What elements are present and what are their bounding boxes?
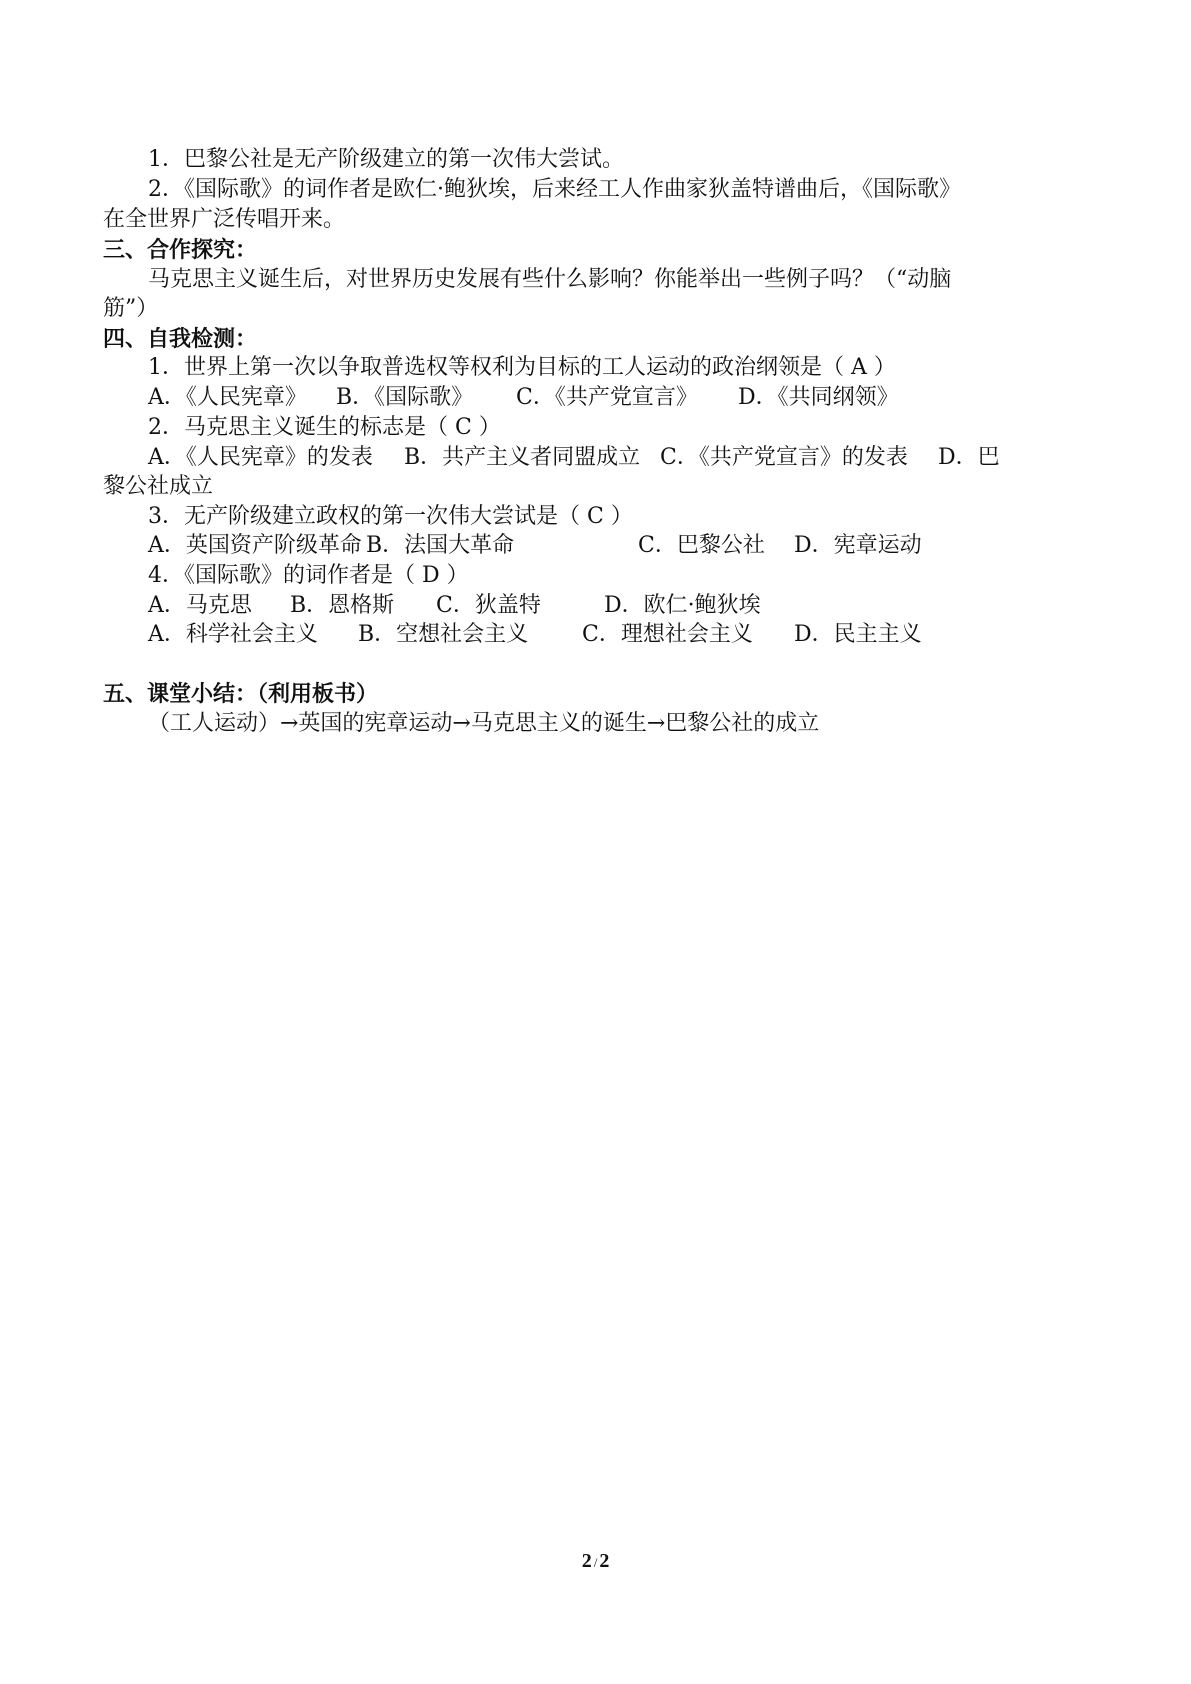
question-4-option-b: B．恩格斯 [290,593,395,618]
discussion-question-line-1: 马克思主义诞生后，对世界历史发展有些什么影响？你能举出一些例子吗？（“动脑 [148,267,952,292]
question-1-option-d: D．《共同纲领》 [738,385,899,410]
question-5-option-d: D．民主主义 [794,622,922,647]
fact-2-line-1: 2．《国际歌》的词作者是欧仁·鲍狄埃，后来经工人作曲家狄盖特谱曲后，《国际歌》 [148,177,961,202]
question-3-option-d: D．宪章运动 [794,533,922,558]
section-five-heading: 五、课堂小结：（利用板书） [103,681,379,707]
question-5-option-b: B．空想社会主义 [358,622,529,647]
page-number [0,1550,1191,1573]
question-1: 1．世界上第一次以争取普选权等权利为目标的工人运动的政治纲领是（ A ） [148,355,896,380]
question-2-option-c: C．《共产党宣言》的发表 [660,445,908,470]
question-3-option-a: A．英国资产阶级革命 [148,533,362,558]
total-pages-number: 2 [599,1550,610,1572]
question-4: 4．《国际歌》的词作者是（ D ） [148,563,469,588]
page-separator: / [593,1555,598,1570]
question-4-option-c: C．狄盖特 [436,593,541,618]
question-2-option-b: B．共产主义者同盟成立 [404,445,641,470]
question-2-option-d-continued: 黎公社成立 [103,474,214,499]
discussion-question-line-2: 筋”） [103,296,159,321]
question-2-option-a: A．《人民宪章》的发表 [148,445,373,470]
fact-2-line-2: 在全世界广泛传唱开来。 [103,207,346,232]
fact-1: 1．巴黎公社是无产阶级建立的第一次伟大尝试。 [148,147,624,172]
question-4-option-a: A．马克思 [148,593,252,618]
question-3-option-c: C．巴黎公社 [638,533,765,558]
question-2-option-d: D．巴 [938,445,1000,470]
question-3-option-b: B．法国大革命 [366,533,515,558]
question-2: 2．马克思主义诞生的标志是（ C ） [148,415,501,440]
question-5-option-a: A．科学社会主义 [148,622,318,647]
section-four-heading: 四、自我检测： [103,326,258,352]
lesson-summary: （工人运动）→英国的宪章运动→马克思主义的诞生→巴黎公社的成立 [148,711,820,736]
question-4-option-d: D．欧仁·鲍狄埃 [604,593,761,618]
question-3: 3．无产阶级建立政权的第一次伟大尝试是（ C ） [148,504,633,529]
section-three-heading: 三、合作探究： [103,237,258,263]
question-1-option-b: B．《国际歌》 [336,385,474,410]
current-page-number: 2 [581,1550,592,1572]
question-5-option-c: C．理想社会主义 [582,622,753,647]
question-1-option-a: A．《人民宪章》 [148,385,307,410]
question-1-option-c: C．《共产党宣言》 [516,385,698,410]
